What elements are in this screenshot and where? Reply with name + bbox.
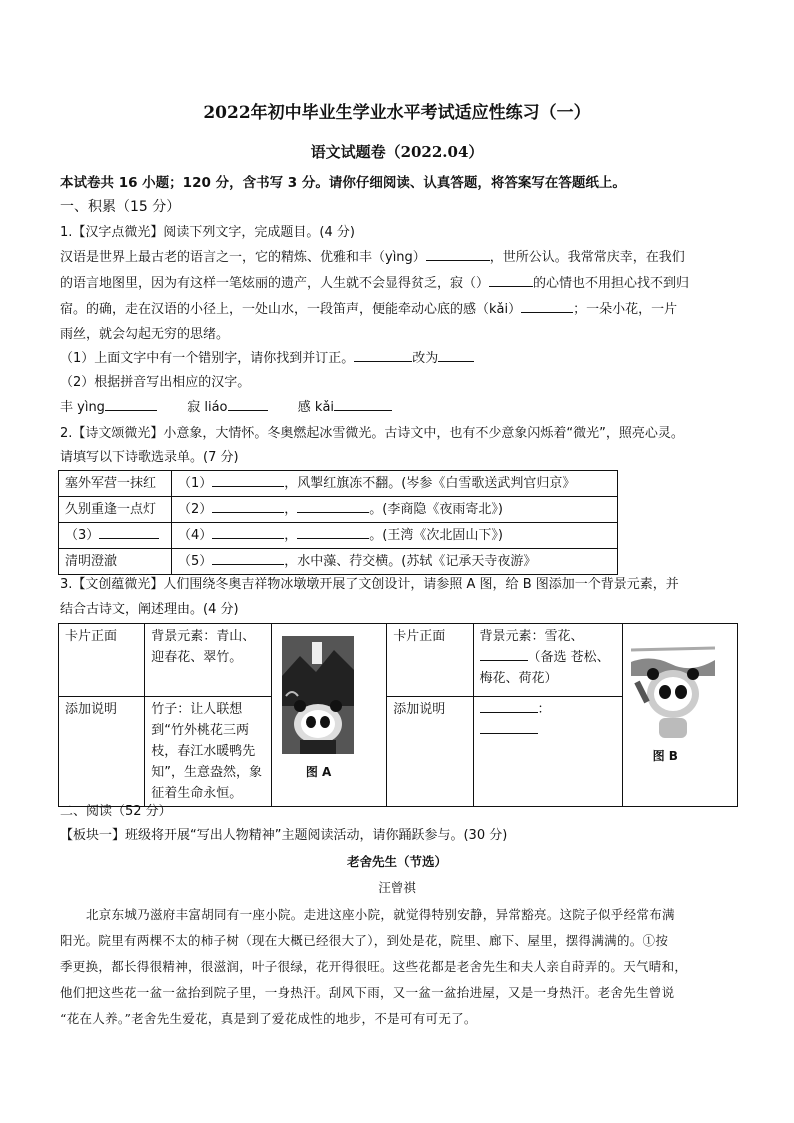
q1-stem: 1.【汉字点微光】阅读下列文字，完成题目。(4 分): [60, 225, 355, 240]
blank[interactable]: [212, 552, 284, 565]
blank[interactable]: [521, 300, 573, 313]
blank[interactable]: [228, 398, 268, 411]
card-design-table: [58, 623, 738, 807]
figure-a-cell: [271, 624, 386, 807]
table-row: 塞外军营一抹红 （1） ，风掣红旗冻不翻。(岑参《白雪歌送武判官归京》: [59, 471, 618, 497]
q3-stem-line2: 结合古诗文，阐述理由。(4 分): [60, 602, 239, 617]
q1-sub2: （2）根据拼音写出相应的汉字。: [60, 375, 251, 390]
q1-passage-line3: 宿。的确，走在汉语的小径上，一处山水，一段笛声，便能牵动心底的感（kǎi） ；一朵小花，一片: [60, 302, 678, 317]
figure-b-cell: [622, 624, 737, 807]
blank[interactable]: [489, 274, 533, 287]
q3-stem-line1: 3.【文创蕴微光】人们围绕冬奥吉祥物冰墩墩开展了文创设计，请参照 A 图，给 B 图添加一个背景元素，并: [60, 577, 679, 592]
q2-stem-line2: 请填写以下诗歌选录单。(7 分): [60, 450, 239, 465]
blank[interactable]: [480, 700, 538, 713]
table-row: 久别重逢一点灯 （2） ， 。(李商隐《夜雨寄北》): [59, 497, 618, 523]
exam-subtitle: 语文试题卷（2022.04）: [310, 143, 484, 161]
blank[interactable]: [105, 398, 157, 411]
poem-table: [58, 470, 618, 575]
article-author: 汪曾祺: [378, 880, 416, 895]
mascot-figure-a: [282, 636, 354, 754]
blank[interactable]: [426, 248, 490, 261]
article-line: 他们把这些花一盆一盆抬到院子里，一身热汗。刮风下雨，又一盆一盆抬进屋，又是一身热汗。老舍先生曾说: [60, 985, 675, 1000]
q1-sub1: （1）上面文字中有一个错别字，请你找到并订正。 改为: [60, 347, 740, 370]
blank[interactable]: [354, 349, 412, 362]
section1-heading: 一、积累（15 分）: [60, 199, 181, 215]
section2-heading: 二、阅读（52 分）: [60, 804, 172, 819]
blank[interactable]: [212, 500, 284, 513]
q1-passage-line1: 汉语是世界上最古老的语言之一，它的精炼、优雅和丰（yìng） ，世所公认。我常常庆幸，在我们: [60, 250, 685, 265]
blank[interactable]: [212, 474, 284, 487]
article-line: 季更换，都长得很精神，很滋润，叶子很绿，花开得很旺。这些花都是老舍先生和夫人亲自莳弄的。天气晴和，: [60, 959, 688, 974]
q2-stem-line1: 2.【诗文颂微光】小意象，大情怀。冬奥燃起冰雪微光。古诗文中，也有不少意象闪烁着“微光”，照亮心灵。: [60, 426, 684, 441]
blank[interactable]: [297, 500, 369, 513]
blank[interactable]: [212, 526, 284, 539]
blank[interactable]: [334, 398, 392, 411]
figure-b-caption: 图 B: [652, 749, 678, 763]
table-row: 卡片正面 背景元素：青山、迎春花、翠竹。 图 A 卡片正面 背景元素：雪花、 （备选 苍松、 梅花、荷花） 图 B: [59, 624, 738, 697]
q1-passage-line4: 雨丝，就会勾起无穷的思绪。: [60, 327, 230, 342]
block1-intro: 【板块一】班级将开展“写出人物精神”主题阅读活动，请你踊跃参与。(30 分): [60, 828, 508, 843]
table-row: 清明澄澈 （5） ，水中藻、荇交横。(苏轼《记承天寺夜游》: [59, 549, 618, 575]
table-row: （3） （4） ， 。(王湾《次北固山下》): [59, 523, 618, 549]
blank[interactable]: [480, 648, 528, 661]
mascot-figure-b: [631, 632, 715, 742]
exam-notice: 本试卷共 16 小题；120 分，含书写 3 分。请你仔细阅读、认真答题，将答案写在答题纸上。: [60, 175, 626, 191]
blank[interactable]: [480, 721, 538, 734]
figure-a-caption: 图 A: [305, 765, 332, 779]
table-row: 添加说明 竹子：让人联想到“竹外桃花三两枝，春江水暖鸭先知”，生意盎然，象征着生命永恒。 添加说明 ：: [59, 697, 738, 807]
article-line: 北京东城乃滋府丰富胡同有一座小院。走进这座小院，就觉得特别安静，异常豁亮。这院子似乎经常布满: [86, 907, 675, 922]
blank[interactable]: [297, 526, 369, 539]
blank[interactable]: [438, 349, 474, 362]
blank[interactable]: [99, 526, 159, 539]
article-line: 阳光。院里有两棵不太的柿子树（现在大概已经很大了），到处是花，院里、廊下、屋里，摆得满满的。①按: [60, 933, 669, 948]
article-line: “花在人养。”老舍先生爱花，真是到了爱花成性的地步，不是可有可无了。: [60, 1011, 477, 1026]
article-title: 老舍先生（节选）: [346, 854, 447, 869]
exam-title: 2022年初中毕业生学业水平考试适应性练习（一）: [203, 103, 591, 123]
q1-pinyin-row: 丰 yìng 寂 liáo 感 kǎi: [60, 396, 740, 419]
q1-passage-line2: 的语言地图里，因为有这样一笔炫丽的遗产，人生就不会显得贫乏，寂（） 的心情也不用担心找不到归: [60, 276, 690, 291]
